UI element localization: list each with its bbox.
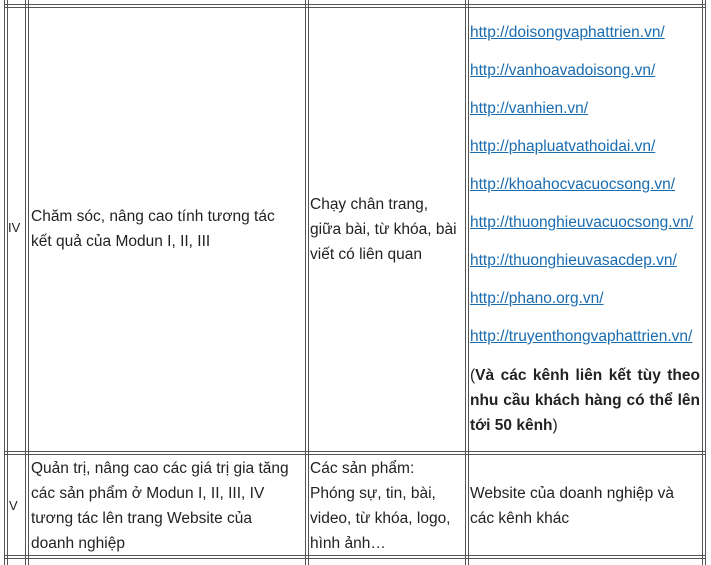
site-link[interactable]: http://thuonghieuvasacdep.vn/ [470,252,677,269]
note-open: ( [470,367,476,384]
position-cell: Chạy chân trang, giữa bài, từ khóa, bài viết có liên quan [310,196,457,263]
site-link[interactable]: http://vanhoavadoisong.vn/ [470,62,656,79]
row-number: V [9,498,18,513]
site-link[interactable]: http://khoahocvacuocsong.vn/ [470,176,676,193]
site-link[interactable]: http://phano.org.vn/ [470,290,604,307]
position-cell: Các sản phẩm: Phóng sự, tin, bài, video, từ khóa, logo, hình ảnh… [310,460,451,552]
note-close: ) [552,417,558,434]
site-link[interactable]: http://truyenthongvaphattrien.vn/ [470,328,693,345]
content-cell: Chăm sóc, nâng cao tính tương tác kết quả của Modun I, II, III [31,208,275,250]
note-bold: Và các kênh liên kết tùy theo nhu cầu khách hàng có thể lên tới 50 kênh [470,367,700,434]
row-number: IV [8,220,21,235]
site-link[interactable]: http://vanhien.vn/ [470,100,589,117]
content-cell: Quản trị, nâng cao các giá trị gia tăng các sản phẩm ở Modun I, II, III, IV tương tác lên trang Website của doanh nghiệp [31,460,289,552]
link-list [470,23,706,365]
site-link[interactable]: http://thuonghieuvacuocsong.vn/ [470,214,694,231]
channel-note [470,363,700,438]
site-link[interactable]: http://phapluatvathoidai.vn/ [470,138,656,155]
channels-cell: Website của doanh nghiệp và các kênh khác [470,485,674,527]
site-link[interactable]: http://doisongvaphattrien.vn/ [470,24,665,41]
